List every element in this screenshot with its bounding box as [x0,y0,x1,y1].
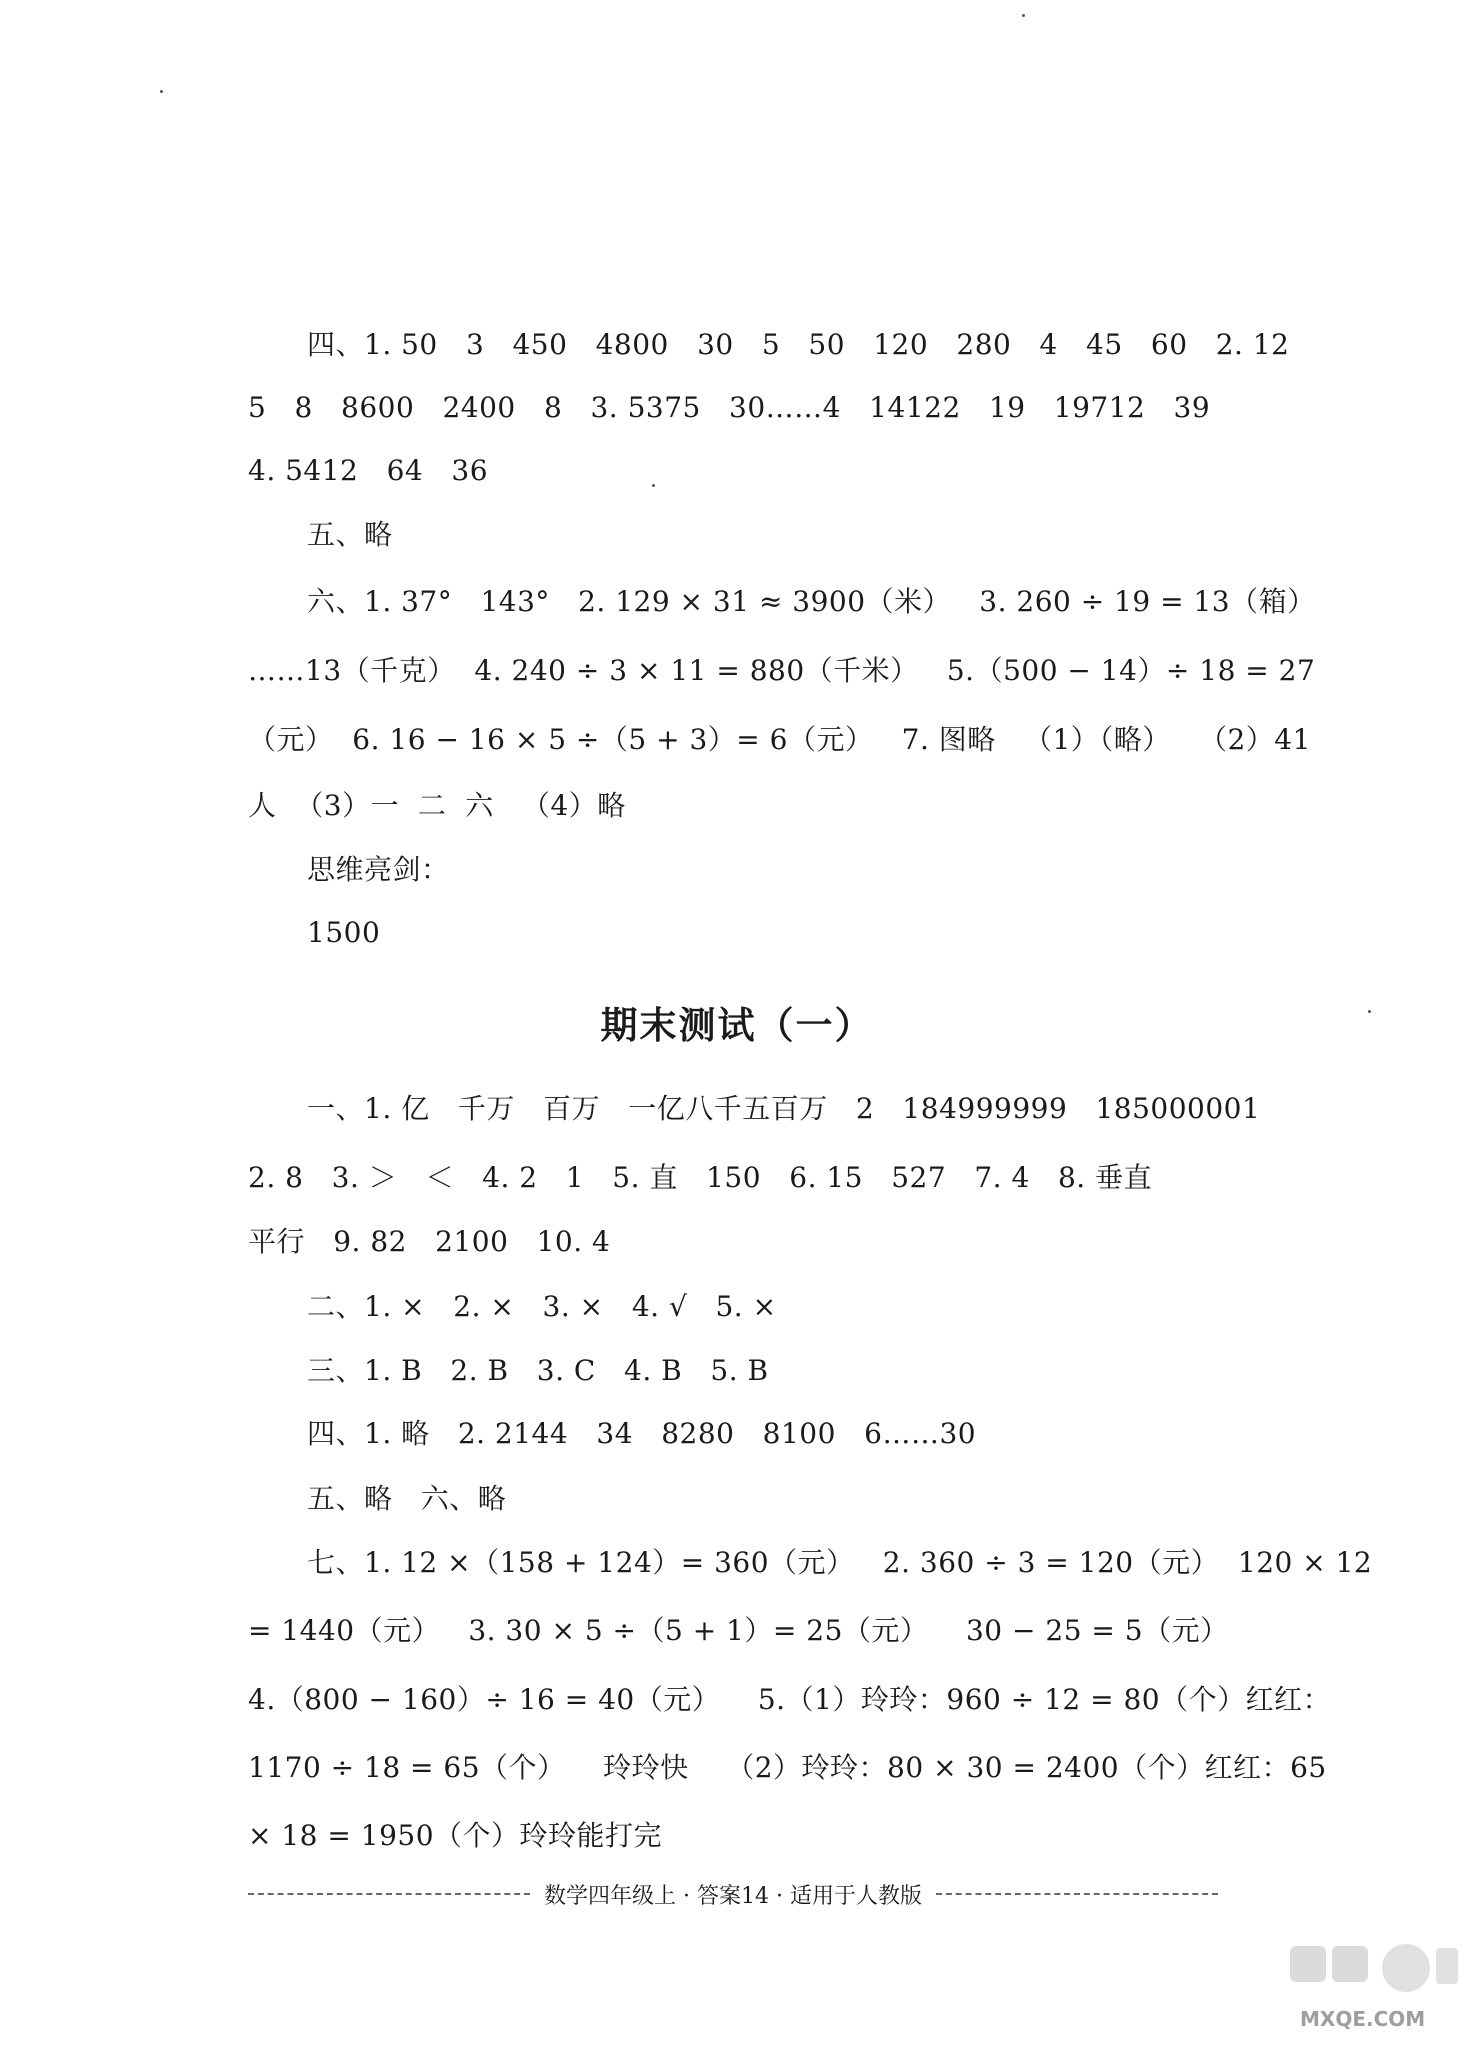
answer-line: 思维亮剑： [307,853,450,886]
answer-line: 4.（800 − 160）÷ 16 = 40（元） 5.（1）玲玲：960 ÷ 12 = 80（个）红红： [248,1683,1332,1716]
answer-line: ……13（千克） 4. 240 ÷ 3 × 11 = 880（千米） 5.（500 − 14）÷ 18 = 27 [248,654,1316,687]
page-footer [248,1876,1218,1912]
answer-line: （元） 6. 16 − 16 × 5 ÷（5 + 3）= 6（元） 7. 图略 （1）（略） （2）41 [248,723,1311,756]
scan-speck [652,484,655,487]
answer-line: 四、1. 50 3 450 4800 30 5 50 120 280 4 45 60 2. 12 [307,328,1290,361]
watermark-logo [1286,1938,1462,2038]
answer-line: × 18 = 1950（个）玲玲能打完 [248,1819,663,1852]
answer-line: 三、1. B 2. B 3. C 4. B 5. B [307,1354,769,1387]
answer-line: 一、1. 亿 千万 百万 一亿八千五百万 2 184999999 185000001 [307,1092,1261,1125]
answer-line: 四、1. 略 2. 2144 34 8280 8100 6……30 [307,1417,977,1450]
answer-line: 七、1. 12 ×（158 + 124）= 360（元） 2. 360 ÷ 3 = 120（元） 120 × 12 [307,1546,1373,1579]
scan-speck [160,90,163,93]
answer-line: 5 8 8600 2400 8 3. 5375 30……4 14122 19 19712 39 [248,391,1211,424]
answer-line: 五、略 六、略 [307,1482,507,1515]
answer-line: 1170 ÷ 18 = 65（个） 玲玲快 （2）玲玲：80 × 30 = 2400（个）红红：65 [248,1751,1327,1784]
footer-text: 数学四年级上 · 答案14 · 适用于人教版 [544,1883,922,1909]
answer-line: 六、1. 37° 143° 2. 129 × 31 ≈ 3900（米） 3. 260 ÷ 19 = 13（箱） [307,585,1316,618]
svg-text:MXQE.COM: MXQE.COM [1300,2007,1426,2031]
answer-line: 二、1. × 2. × 3. × 4. √ 5. × [307,1290,777,1323]
footer-rule-left [248,1893,530,1895]
answer-line: = 1440（元） 3. 30 × 5 ÷（5 + 1）= 25（元） 30 − 25 = 5（元） [248,1614,1229,1647]
answer-line: 1500 [307,916,381,949]
footer-rule-right [936,1893,1218,1895]
answer-line: 五、略 [307,518,393,551]
section-title: 期末测试（一） [600,1004,874,1047]
scan-speck [1022,14,1025,17]
answer-line: 平行 9. 82 2100 10. 4 [248,1225,611,1258]
answer-line: 人 （3）一 二 六 （4）略 [248,789,626,822]
answer-line: 4. 5412 64 36 [248,454,489,487]
answer-line: 2. 8 3. ＞ ＜ 4. 2 1 5. 直 150 6. 15 527 7. 4 8. 垂直 [248,1161,1153,1194]
